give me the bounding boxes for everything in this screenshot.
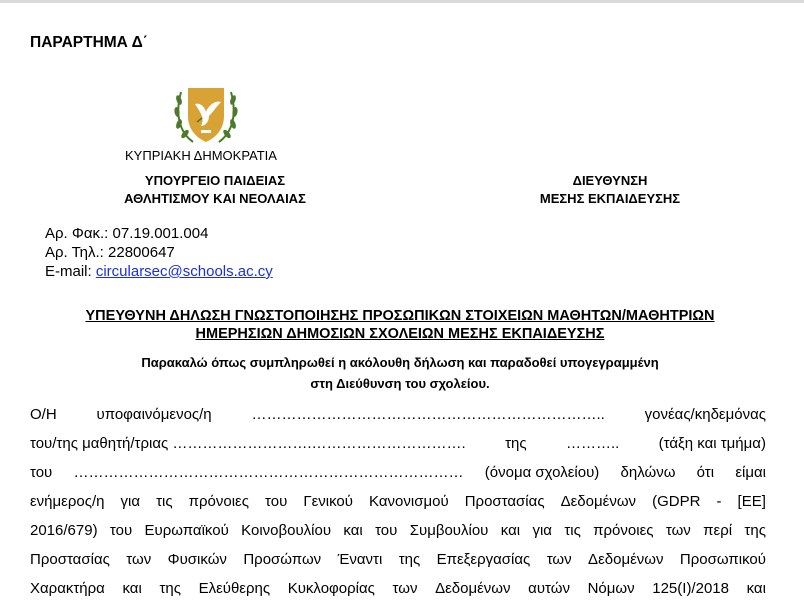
body-line: [30, 516, 766, 545]
directorate-name: [520, 172, 700, 208]
body-line: [30, 487, 766, 516]
declaration-title-line: ΥΠΕΥΘΥΝΗ ΔΗΛΩΣΗ ΓΝΩΣΤΟΠΟΙΗΣΗΣ ΠΡΟΣΩΠΙΚΩΝ ΣΤΟΙΧΕΙΩΝ ΜΑΘΗΤΩΝ/ΜΑΘΗΤΡΙΩΝ: [85, 308, 715, 324]
body-word: 125(Ι)/2018: [652, 580, 729, 597]
body-word: Χαρακτήρα: [30, 580, 105, 597]
body-word: Φυσικών: [167, 551, 227, 568]
body-word: Νόμων: [587, 580, 635, 597]
body-line: [30, 400, 766, 429]
body-word: Προσώπων: [243, 551, 322, 568]
body-line: [30, 545, 766, 574]
body-word: για: [532, 522, 552, 539]
body-word: και: [746, 580, 766, 597]
body-word: Κυκλοφορίας: [287, 580, 375, 597]
body-word: για: [120, 493, 141, 510]
body-word: των: [546, 551, 572, 568]
body-word: Προστασίας: [464, 493, 545, 510]
ministry-line: ΑΘΛΗΤΙΣΜΟΥ ΚΑΙ ΝΕΟΛΑΙΑΣ: [124, 191, 306, 206]
ministry-name: [80, 172, 350, 208]
directorate-line: ΔΙΕΥΘΥΝΣΗ: [572, 173, 648, 188]
body-word: των: [126, 551, 152, 568]
email-row: [45, 262, 273, 281]
instruction-line: στη Διεύθυνση του σχολείου.: [310, 376, 490, 391]
body-word: -: [716, 493, 722, 510]
phone-number: Αρ. Τηλ.: 22800647: [45, 244, 175, 261]
body-word: Κοινοβουλίου: [241, 522, 332, 539]
body-word: υποφαινόμενος/η: [96, 406, 212, 423]
declaration-title: [20, 307, 780, 343]
body-word: της: [159, 580, 181, 597]
body-word: τις: [156, 493, 173, 510]
email-link[interactable]: circularsec@schools.ac.cy: [95, 263, 273, 280]
instruction-line: Παρακαλώ όπως συμπληρωθεί η ακόλουθη δήλωση και παραδοθεί υπογεγραμμένη: [141, 355, 659, 370]
body-word: Ευρωπαϊκού: [144, 522, 229, 539]
body-word: Προστασίας: [30, 551, 110, 568]
body-word: πρόνοιες: [593, 522, 654, 539]
body-word: τις: [564, 522, 581, 539]
body-word: Γενικού: [303, 493, 353, 510]
body-word: του: [109, 522, 133, 539]
declaration-body: [30, 400, 766, 603]
body-word: Επεξεργασίας: [436, 551, 531, 568]
instruction-text: [20, 352, 780, 394]
cyprus-coat-of-arms-icon: [171, 82, 241, 146]
page-top-border: [0, 0, 804, 3]
body-word: του: [375, 522, 398, 539]
body-line: [30, 429, 766, 458]
body-word: Συμβουλίου: [409, 522, 489, 539]
annex-title: ΠΑΡΑΡΤΗΜΑ Δ΄: [30, 34, 148, 51]
body-word: (τάξη και τμήμα): [658, 435, 766, 452]
body-line: [30, 458, 766, 487]
body-word: Έναντι: [337, 551, 383, 568]
body-line: [30, 574, 766, 603]
body-word: (GDPR: [652, 493, 701, 510]
body-word: των: [392, 580, 418, 597]
body-word: του/της μαθητή/τριας ……………………….………………………….: [30, 435, 466, 452]
file-number: Αρ. Φακ.: 07.19.001.004: [45, 225, 209, 242]
body-word: Ο/Η: [30, 406, 57, 423]
body-word: [ΕΕ]: [737, 493, 766, 510]
body-word: Δεδομένων: [435, 580, 511, 597]
body-word: της: [505, 435, 527, 452]
body-word: και: [343, 522, 363, 539]
contact-details: [45, 224, 273, 281]
body-word: ότι: [696, 464, 715, 481]
body-word: 2016/679): [30, 522, 98, 539]
body-word: (όνομα σχολείου): [484, 464, 600, 481]
body-word: και: [500, 522, 521, 539]
body-word: περί: [703, 522, 733, 539]
republic-name: ΚΥΠΡΙΑΚΗ ΔΗΜΟΚΡΑΤΙΑ: [125, 148, 277, 163]
body-word: της: [398, 551, 421, 568]
body-word: Κανονισμού: [369, 493, 449, 510]
body-word: αυτών: [528, 580, 570, 597]
body-word: Δεδομένων: [560, 493, 637, 510]
body-word: και: [122, 580, 142, 597]
body-word: Δεδομένων: [588, 551, 664, 568]
body-word: ενήμερος/η: [30, 493, 105, 510]
body-word: πρόνοιες: [188, 493, 249, 510]
ministry-line: ΥΠΟΥΡΓΕΙΟ ΠΑΙΔΕΙΑΣ: [144, 173, 286, 188]
body-word: των: [665, 522, 691, 539]
body-word: ……………………………………………………………..: [251, 406, 605, 423]
body-word: του: [265, 493, 288, 510]
declaration-title-line: ΗΜΕΡΗΣΙΩΝ ΔΗΜΟΣΙΩΝ ΣΧΟΛΕΙΩΝ ΜΕΣΗΣ ΕΚΠΑΙΔΕΥΣΗΣ: [195, 326, 605, 342]
body-word: Προσωπικού: [679, 551, 766, 568]
body-word: είμαι: [735, 464, 766, 481]
body-word: Ελεύθερης: [198, 580, 271, 597]
email-label: E-mail:: [45, 263, 96, 280]
body-word: ………..: [565, 435, 620, 452]
body-word: ……………………………………………………………………: [73, 464, 464, 481]
body-word: γονέας/κηδεμόνας: [644, 406, 766, 423]
body-word: του: [30, 464, 53, 481]
body-word: της: [744, 522, 766, 539]
body-word: δηλώνω: [620, 464, 676, 481]
directorate-line: ΜΕΣΗΣ ΕΚΠΑΙΔΕΥΣΗΣ: [539, 191, 681, 206]
